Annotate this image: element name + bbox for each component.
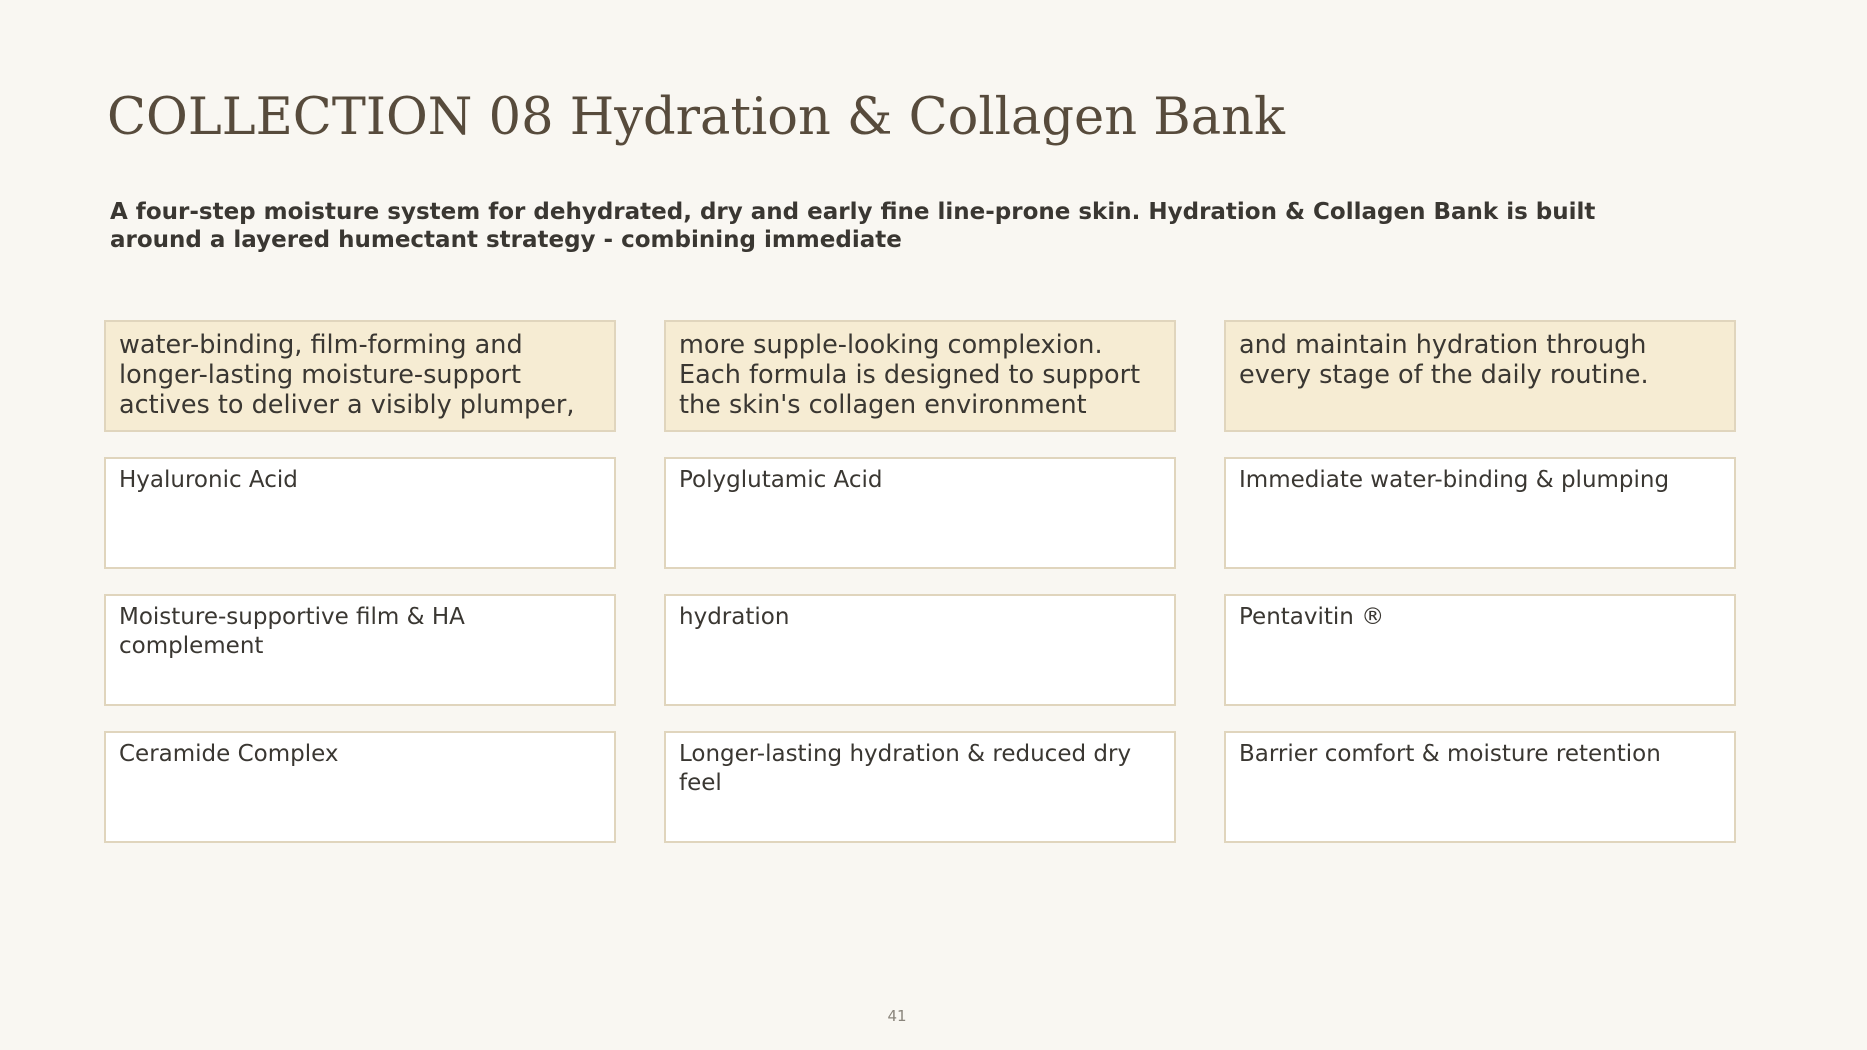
highlight-box-1: water-binding, film-forming and longer-lasting moisture-support actives to deliver a visibly plumper, (104, 320, 616, 432)
slide-title: COLLECTION 08 Hydration & Collagen Bank (107, 88, 1285, 147)
grid-cell-r2-c2: hydration (664, 594, 1176, 706)
grid-cell-r3-c3: Barrier comfort & moisture retention (1224, 731, 1736, 843)
grid-cell-r1-c1: Hyaluronic Acid (104, 457, 616, 569)
highlight-box-3: and maintain hydration through every stage of the daily routine. (1224, 320, 1736, 432)
grid-cell-r2-c3: Pentavitin ® (1224, 594, 1736, 706)
grid-cell-r3-c2: Longer-lasting hydration & reduced dry feel (664, 731, 1176, 843)
grid-cell-r3-c1: Ceramide Complex (104, 731, 616, 843)
highlight-box-2: more supple-looking complexion. Each formula is designed to support the skin's collagen environment (664, 320, 1176, 432)
grid-cell-r2-c1: Moisture-supportive film & HA complement (104, 594, 616, 706)
grid-cell-r1-c2: Polyglutamic Acid (664, 457, 1176, 569)
grid-cell-r1-c3: Immediate water-binding & plumping (1224, 457, 1736, 569)
intro-paragraph: A four-step moisture system for dehydrated, dry and early fine line-prone skin. Hydration & Collagen Bank is built around a layered humectant strategy - combining immediate (110, 199, 1596, 253)
page-number: 41 (887, 1007, 907, 1025)
